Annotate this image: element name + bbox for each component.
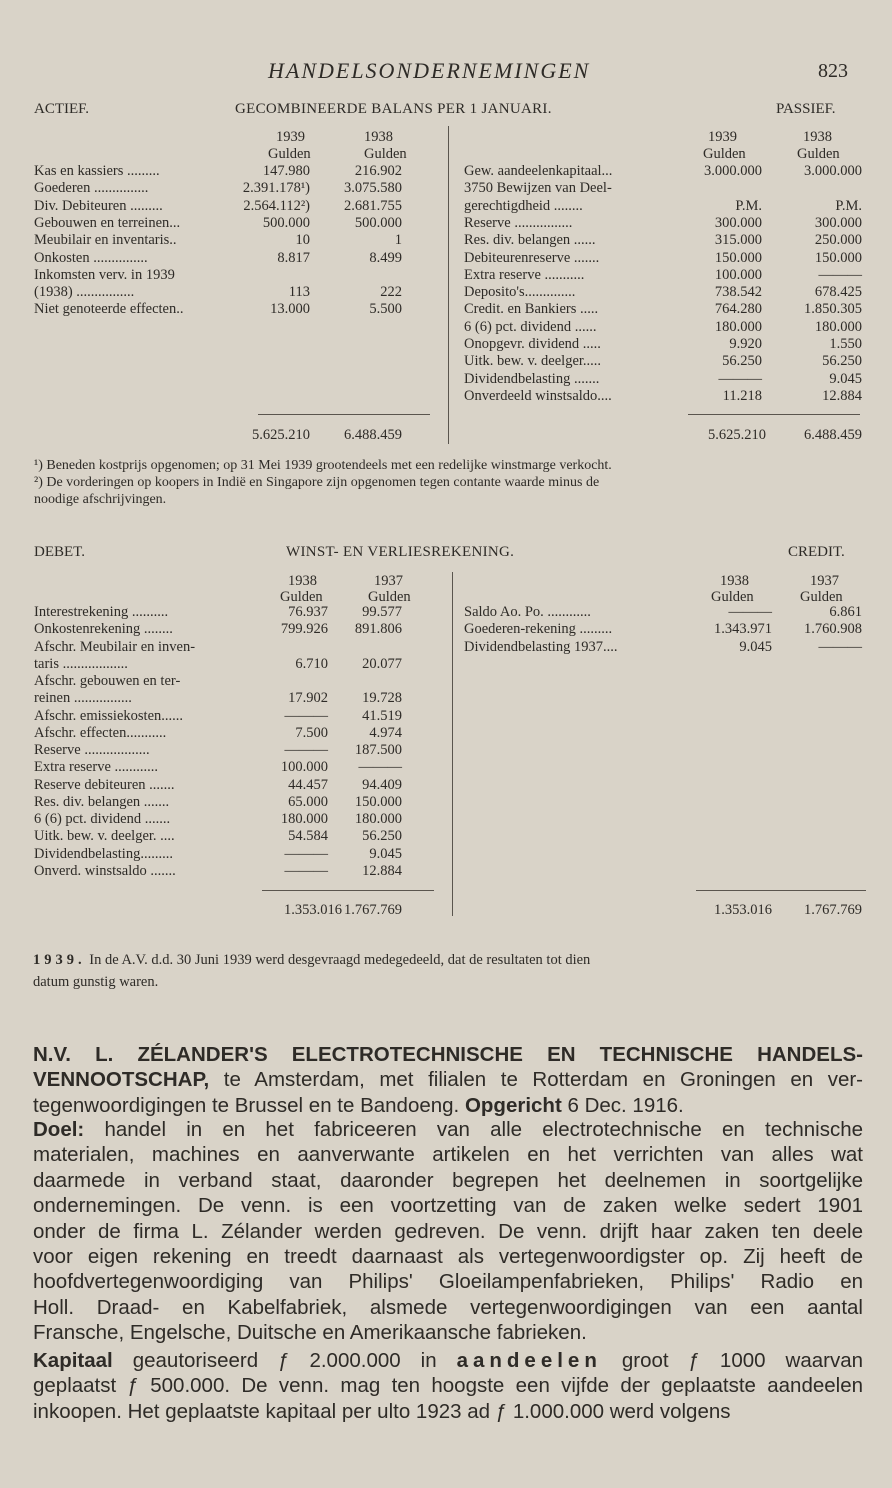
pl-right-label: CREDIT.	[788, 544, 845, 560]
liability-row-value-a: 180.000	[714, 318, 762, 335]
pl-left-unit-a: Gulden	[280, 589, 323, 605]
paragraph-line	[33, 1320, 863, 1345]
balance-right-total-rule	[688, 414, 860, 415]
debit-row-value-a: 76.937	[288, 604, 328, 620]
asset-row-value-a: 147.980	[262, 163, 310, 179]
pl-left-year-a: 1938	[288, 573, 317, 589]
asset-row-value-a: 2.564.112²)	[243, 197, 310, 214]
pl-left-label: DEBET.	[34, 544, 85, 560]
balance-footnote-2-line1: ²) De vorderingen op koopers in Indië en Singapore zijn opgenomen tegen contante waarde minus de	[34, 475, 600, 490]
debit-row-label: 6 (6) pct. dividend .......	[34, 811, 171, 827]
debit-row-value-b: 187.500	[354, 742, 402, 758]
asset-row-label: Div. Debiteuren .........	[34, 197, 163, 214]
asset-row-value-a: 8.817	[277, 249, 310, 266]
debit-row-label: Res. div. belangen .......	[34, 793, 170, 810]
pl-title: WINST- EN VERLIESREKENING.	[286, 544, 515, 560]
liability-row-value-a: 11.218	[722, 387, 762, 404]
pl-left-total-rule	[262, 890, 434, 891]
balance-total-left-a: 5.625.210	[252, 427, 310, 443]
debit-row-label: taris ..................	[34, 655, 128, 672]
debit-row-value-a: ———	[284, 707, 328, 724]
liability-row-value-a: 56.250	[722, 353, 762, 370]
paragraph-line	[33, 1348, 863, 1373]
asset-row-value-b: 3.075.580	[344, 180, 402, 197]
line-text-2: groot ƒ 1000 waarvan	[601, 1349, 863, 1372]
paragraph-line	[33, 1399, 863, 1424]
pl-divider	[452, 572, 453, 916]
debit-row-label: Reserve debiteuren .......	[34, 776, 175, 793]
debit-row-value-a: ———	[284, 845, 328, 862]
liability-row-value-a: 300.000	[714, 214, 762, 231]
credit-row-label: Goederen-rekening .........	[464, 621, 613, 638]
asset-row-value-b: 500.000	[354, 214, 402, 231]
liability-row-value-b: 12.884	[822, 387, 862, 404]
line-text: hoofdvertegenwoordiging van Philips' Gloeilampenfabrieken, Philips' Radio en	[33, 1270, 863, 1294]
asset-row-value-a: 113	[288, 284, 310, 301]
asset-row-label: Gebouwen en terreinen...	[34, 214, 181, 231]
debit-row-value-b: 94.409	[362, 776, 402, 793]
debit-row-label: Afschr. Meubilair en inven-	[34, 638, 196, 655]
debit-row-label: reinen ................	[34, 690, 132, 707]
debit-row-value-b: 180.000	[354, 811, 402, 827]
liability-row-value-b: 300.000	[814, 214, 862, 231]
liability-row-value-b: 150.000	[814, 249, 862, 266]
paragraph-line	[33, 1117, 863, 1142]
liability-row-value-b: 9.045	[829, 370, 862, 387]
liability-row-value-b: P.M.	[835, 197, 862, 214]
credit-row-label: Saldo Ao. Po. ............	[464, 604, 591, 620]
bold-lead: VENNOOTSCHAP,	[33, 1068, 210, 1092]
liability-row-label: 3750 Bewijzen van Deel-	[464, 180, 612, 197]
company-capital-paragraph	[33, 1348, 863, 1424]
credit-row-value-a: 1.343.971	[714, 621, 772, 638]
line-text: inkoopen. Het geplaatste kapitaal per ulto 1923 ad ƒ 1.000.000 werd volgens	[33, 1399, 731, 1423]
paragraph-line	[33, 1193, 863, 1218]
line-text: Fransche, Engelsche, Duitsche en Amerikaansche fabrieken.	[33, 1321, 587, 1345]
debit-row-label: Onverd. winstsaldo .......	[34, 862, 176, 879]
bold-lead: N.V. L. ZÉLANDER'S ELECTROTECHNISCHE EN TECHNISCHE HANDELS-	[33, 1043, 863, 1066]
balance-left-label: ACTIEF.	[34, 101, 90, 117]
paragraph-line	[33, 1168, 863, 1193]
balance-total-right-b: 6.488.459	[804, 427, 862, 443]
asset-row-value-a: 10	[295, 232, 310, 249]
credit-row-value-a: ———	[728, 604, 772, 620]
asset-row-value-b: 2.681.755	[344, 197, 402, 214]
balance-left-unit-b: Gulden	[364, 146, 407, 162]
liability-row-label: Onverdeeld winstsaldo....	[464, 387, 612, 404]
debit-row-value-a: 7.500	[295, 724, 328, 741]
liability-row-value-a: 738.542	[714, 284, 762, 301]
liability-row-value-a: 3.000.000	[704, 163, 762, 179]
credit-row-value-b: 6.861	[829, 604, 862, 620]
debit-row-label: Dividendbelasting.........	[34, 845, 173, 862]
note-1939-line1	[33, 951, 590, 969]
line-text: te Amsterdam, met filialen te Rotterdam en Groningen en ver-	[209, 1068, 863, 1092]
debit-row-label: Afschr. gebouwen en ter-	[34, 673, 181, 689]
debit-row-value-a: 17.902	[288, 690, 328, 707]
debit-row-value-b: 19.728	[362, 690, 402, 707]
paragraph-line	[33, 1142, 863, 1167]
asset-row-label: Inkomsten verv. in 1939	[34, 266, 175, 283]
debit-row-value-b: 99.577	[362, 604, 402, 620]
debit-row-label: Reserve ..................	[34, 742, 150, 758]
liability-row-label: Gew. aandeelenkapitaal...	[464, 163, 613, 179]
debit-row-value-b: 9.045	[369, 845, 402, 862]
credit-row-label: Dividendbelasting 1937....	[464, 638, 618, 655]
debit-row-label: Afschr. effecten...........	[34, 724, 167, 741]
liability-row-value-a: 150.000	[714, 249, 762, 266]
pl-left-year-b: 1937	[374, 573, 403, 589]
balance-total-right-a: 5.625.210	[708, 427, 766, 443]
pl-right-total-rule	[696, 890, 866, 891]
liability-row-label: Onopgevr. dividend .....	[464, 336, 601, 352]
paragraph-line	[33, 1295, 863, 1320]
asset-row-value-b: 8.499	[369, 249, 402, 266]
balance-title: GECOMBINEERDE BALANS PER 1 JANUARI.	[235, 101, 552, 117]
balance-right-unit-a: Gulden	[703, 146, 746, 162]
paragraph-line	[33, 1042, 863, 1067]
balance-right-year-b: 1938	[803, 129, 832, 145]
asset-row-label: Niet genoteerde effecten..	[34, 301, 184, 318]
paragraph-line	[33, 1373, 863, 1398]
line-text: ondernemingen. De venn. is een voortzetting van de zaken welke sedert 1901	[33, 1194, 863, 1218]
line-text: onder de firma L. Zélander werden gedreven. De venn. drijft haar zaken ten deele	[33, 1219, 863, 1243]
liability-row-label: Dividendbelasting .......	[464, 370, 600, 387]
liability-row-value-b: 1.850.305	[804, 301, 862, 318]
paragraph-line	[33, 1093, 863, 1118]
note-1939-text: In de A.V. d.d. 30 Juni 1939 werd desgevraagd medegedeeld, dat de resultaten tot dien	[89, 952, 591, 968]
pl-right-year-b: 1937	[810, 573, 839, 589]
debit-row-value-a: ———	[284, 862, 328, 879]
asset-row-value-a: 2.391.178¹)	[242, 180, 310, 197]
liability-row-label: Credit. en Bankiers .....	[464, 301, 599, 318]
liability-row-value-b: 3.000.000	[804, 163, 862, 179]
debit-row-value-b: 56.250	[362, 828, 402, 845]
debit-row-value-b: 150.000	[354, 793, 402, 810]
debit-row-value-b: 12.884	[362, 862, 402, 879]
paragraph-line	[33, 1067, 863, 1092]
liability-row-label: Debiteurenreserve .......	[464, 249, 600, 266]
liability-row-value-a: 9.920	[729, 336, 762, 352]
pl-total-right-a: 1.353.016	[714, 902, 772, 918]
line-text: daarmede in verband staat, daaronder begrepen het deelnemen in soortgelijke	[33, 1168, 863, 1192]
debit-row-value-a: 44.457	[288, 776, 328, 793]
liability-row-value-b: ———	[818, 266, 862, 283]
debit-row-label: Extra reserve ............	[34, 759, 159, 776]
debit-row-value-a: 180.000	[280, 811, 328, 827]
line-text: handel in en het fabriceeren van alle electrotechnische en technische	[84, 1118, 863, 1141]
note-1939-year: 1939.	[33, 952, 86, 968]
credit-row-value-b: 1.760.908	[804, 621, 862, 638]
debit-row-value-a: 100.000	[280, 759, 328, 776]
debit-row-value-b: 41.519	[362, 707, 402, 724]
liability-row-value-a: ———	[718, 370, 762, 387]
debit-row-value-b: ———	[358, 759, 402, 776]
balance-right-unit-b: Gulden	[797, 146, 840, 162]
paragraph-line	[33, 1219, 863, 1244]
paragraph-line	[33, 1269, 863, 1294]
pl-right-unit-a: Gulden	[711, 589, 754, 605]
liability-row-label: Extra reserve ...........	[464, 266, 585, 283]
debit-row-label: Uitk. bew. v. deelger. ....	[34, 828, 175, 845]
bold-inline: Opgericht	[464, 1093, 562, 1117]
liability-row-label: Deposito's..............	[464, 284, 576, 301]
running-title: HANDELSONDERNEMINGEN	[268, 58, 591, 83]
page-number: 823	[818, 60, 848, 82]
liability-row-value-b: 678.425	[814, 284, 862, 301]
paragraph-line	[33, 1244, 863, 1269]
asset-row-value-a: 13.000	[270, 301, 310, 318]
asset-row-value-b: 1	[394, 232, 402, 249]
company-heading-paragraph	[33, 1042, 863, 1118]
bold-lead: Kapitaal	[33, 1349, 113, 1372]
line-text: voor eigen rekening en treedt daarnaast als vertegenwoordigster op. Zij heeft de	[33, 1245, 863, 1269]
debit-row-value-a: 65.000	[288, 793, 328, 810]
debit-row-value-a: 54.584	[288, 828, 328, 845]
line-text-2: 6 Dec. 1916.	[561, 1093, 684, 1117]
liability-row-label: 6 (6) pct. dividend ......	[464, 318, 597, 335]
pl-total-left-b: 1.767.769	[344, 902, 402, 918]
pl-total-right-b: 1.767.769	[804, 902, 862, 918]
asset-row-label: Onkosten ...............	[34, 249, 148, 266]
liability-row-label: gerechtigdheid ........	[464, 197, 583, 214]
debit-row-value-b: 891.806	[354, 621, 402, 638]
balance-left-total-rule	[258, 414, 430, 415]
spaced-word: aandeelen	[456, 1349, 602, 1372]
balance-right-year-a: 1939	[708, 129, 737, 145]
balance-left-year-a: 1939	[276, 129, 305, 145]
pl-left-unit-b: Gulden	[368, 589, 411, 605]
asset-row-value-a: 500.000	[262, 214, 310, 231]
liability-row-value-a: 100.000	[714, 266, 762, 283]
bold-lead: Doel:	[33, 1118, 85, 1141]
liability-row-value-b: 56.250	[822, 353, 862, 370]
pl-right-year-a: 1938	[720, 573, 749, 589]
line-text: Holl. Draad- en Kabelfabriek, alsmede vertegenwoordigingen van een aantal	[33, 1295, 863, 1319]
balance-footnote-1: ¹) Beneden kostprijs opgenomen; op 31 Mei 1939 grootendeels met een redelijke winstmarge verkocht.	[34, 458, 612, 473]
debit-row-value-b: 4.974	[369, 724, 402, 741]
balance-footnote-2-line2: noodige afschrijvingen.	[34, 492, 167, 507]
asset-row-label: (1938) ................	[34, 284, 135, 301]
debit-row-label: Onkostenrekening ........	[34, 621, 173, 638]
line-text: tegenwoordigingen te Brussel en te Bandoeng.	[33, 1093, 465, 1117]
asset-row-label: Kas en kassiers .........	[34, 163, 160, 179]
asset-row-value-b: 216.902	[354, 163, 402, 179]
liability-row-label: Res. div. belangen ......	[464, 232, 596, 249]
debit-row-label: Afschr. emissiekosten......	[34, 707, 184, 724]
debit-row-value-a: ———	[284, 742, 328, 758]
liability-row-label: Reserve ................	[464, 214, 573, 231]
asset-row-value-b: 5.500	[369, 301, 402, 318]
balance-total-left-b: 6.488.459	[344, 427, 402, 443]
liability-row-value-a: 315.000	[714, 232, 762, 249]
liability-row-value-b: 180.000	[814, 318, 862, 335]
asset-row-value-b: 222	[380, 284, 402, 301]
line-text: geautoriseerd ƒ 2.000.000 in	[112, 1349, 457, 1372]
liability-row-value-a: 764.280	[714, 301, 762, 318]
liability-row-label: Uitk. bew. v. deelger.....	[464, 353, 602, 370]
liability-row-value-b: 1.550	[829, 336, 862, 352]
debit-row-value-b: 20.077	[362, 655, 402, 672]
line-text: materialen, machines en aanverwante artikelen en het verrichten van alles wat	[33, 1143, 863, 1167]
liability-row-value-b: 250.000	[814, 232, 862, 249]
balance-left-unit-a: Gulden	[268, 146, 311, 162]
liability-row-value-a: P.M.	[735, 197, 762, 214]
balance-divider	[448, 126, 449, 444]
balance-right-label: PASSIEF.	[776, 101, 836, 117]
pl-right-unit-b: Gulden	[800, 589, 843, 605]
balance-left-year-b: 1938	[364, 129, 393, 145]
credit-row-value-b: ———	[818, 638, 862, 655]
debit-row-value-a: 6.710	[295, 655, 328, 672]
debit-row-label: Interestrekening ..........	[34, 604, 169, 620]
debit-row-value-a: 799.926	[280, 621, 328, 638]
note-1939-line2: datum gunstig waren.	[33, 974, 159, 990]
asset-row-label: Goederen ...............	[34, 180, 149, 197]
line-text: geplaatst ƒ 500.000. De venn. mag ten hoogste een vijfde der geplaatste aandeelen	[33, 1374, 863, 1398]
pl-total-left-a: 1.353.016	[284, 902, 342, 918]
asset-row-label: Meubilair en inventaris..	[34, 232, 177, 249]
company-purpose-paragraph	[33, 1117, 863, 1346]
credit-row-value-a: 9.045	[739, 638, 772, 655]
